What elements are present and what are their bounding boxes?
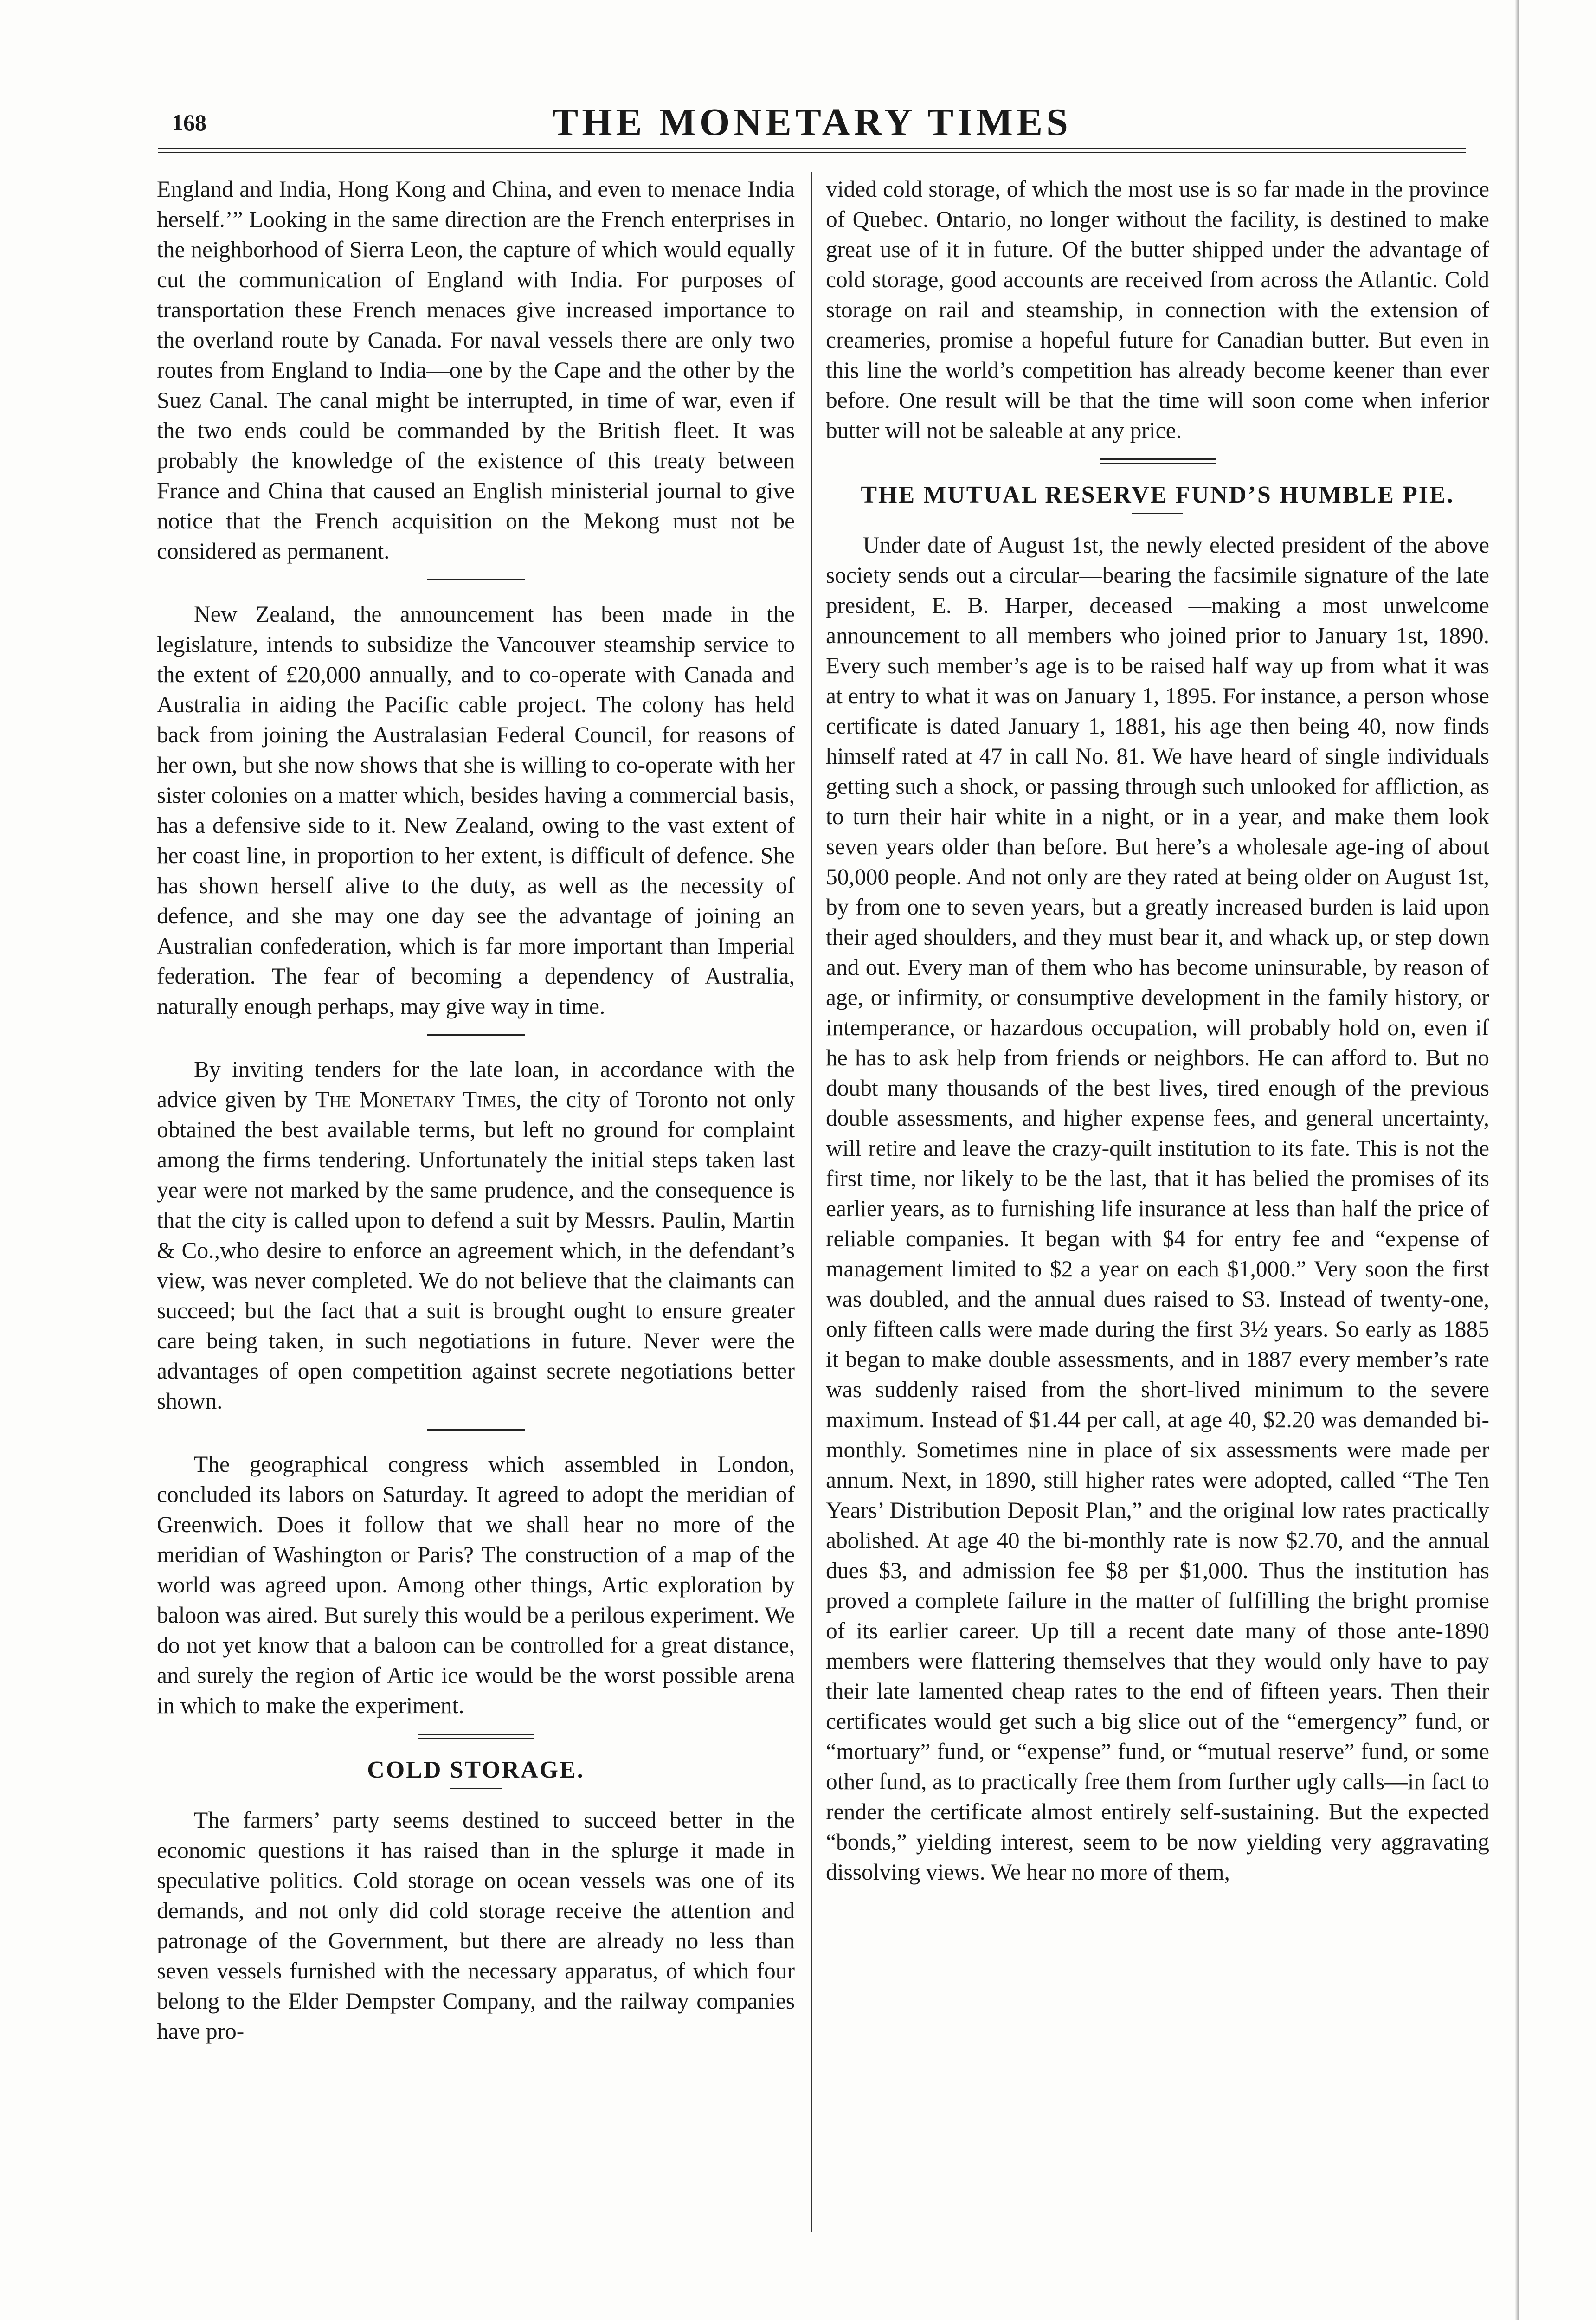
header-rule [158, 148, 1466, 153]
masthead-title: THE MONETARY TIMES [552, 101, 1072, 144]
title-underline [1132, 513, 1183, 514]
article-paragraph-cold-storage: The farmers’ party seems destined to succeed better in the economic questions it has raised than in the splurge it made in speculative politics. Cold storage on ocean vessels was one of its demands, and not only did cold storage receive the attention and patronage of the Government, but there are already no less than seven vessels furnished with the necessary apparatus, of which four belong to the Elder Dempster Company, and the railway companies have pro- [157, 1807, 795, 2044]
section-title-mutual-reserve: THE MUTUAL RESERVE FUND’S HUMBLE PIE. [861, 482, 1454, 508]
journal-name: The Monetary Times [315, 1087, 516, 1112]
article-paragraph-french-menaces: England and India, Hong Kong and China, and even to menace India herself.’” Looking in the same direction are the French enterprises in the neighborhood of Sierra Leon, the capture of which would equally cut the communication of England with India. For purposes of transportation these French menaces give increased importance to the overland route by Canada. For naval vessels there are only two routes from England to India—one by the Cape and the other by the Suez Canal. The canal might be interrupted, in time of war, even if the two ends could be commanded by the British fleet. It was probably the knowledge of the existence of this treaty between France and China that caused an English ministerial journal to give notice that the French acquisition on the Mekong must not be considered as permanent. [157, 176, 795, 564]
separator-rule [427, 579, 525, 580]
double-separator-rule [418, 1734, 534, 1739]
article-paragraph-toronto-loan [157, 1054, 795, 1416]
separator-rule [427, 1429, 525, 1431]
column-divider [811, 172, 812, 2232]
paragraph-text: , the city of Toronto not only obtained the best available terms, but left no ground for complaint among the firms tendering. Unfortunately the initial steps taken last year were not marked by the same prudence, and the consequence is that the city is called upon to defend a suit by Messrs. Paulin, Martin & Co.,who desire to enforce an agreement which, in the defendant’s view, was never completed. We do not believe that the claimants can succeed; but the fact that a suit is brought ought to ensure greater care being taken, in such negotiations in future. Never were the advantages of open competition against secrete negotiations better shown. [157, 1087, 795, 1414]
page-number: 168 [172, 110, 206, 135]
article-paragraph-new-zealand: New Zealand, the announcement has been made in the legislature, intends to subsidize the Vancouver steamship service to the extent of £20,000 annually, and to co-operate with Canada and Australia in aiding the Pacific cable project. The colony has held back from joining the Australasian Federal Council, for reasons of her own, but she now shows that she is willing to co-operate with her sister colonies on a matter which, besides having a commercial basis, has a defensive side to it. New Zealand, owing to the vast extent of her coast line, in proportion to her extent, is difficult of defence. She has shown herself alive to the duty, as well as the necessity of defence, and she may one day see the advantage of joining an Australian confederation, which is far more important than Imperial federation. The fear of becoming a dependency of Australia, naturally enough perhaps, may give way in time. [157, 601, 795, 1019]
separator-rule [427, 1034, 525, 1036]
article-paragraph-mutual-reserve: Under date of August 1st, the newly elected president of the above society sends out a circular—bearing the facsimile signature of the late president, E. B. Harper, deceased —making a most unwelcome announcement to all members who joined prior to January 1st, 1890. Every such member’s age is to be raised half way up from what it was at entry to what it was on January 1, 1895. For instance, a person whose certificate is dated January 1, 1881, his age then being 40, now finds himself rated at 47 in call No. 81. We have heard of single individuals getting such a shock, or passing through such unlooked for affliction, as to turn their hair white in a night, or in a year, and make them look seven years older than before. But here’s a wholesale age-ing of about 50,000 people. And not only are they rated at being older on August 1st, by from one to seven years, but a greatly increased burden is laid upon their aged shoulders, and they must bear it, and whack up, or step down and out. Every man of them who has become uninsurable, by reason of age, or infirmity, or consumptive development in the family history, or intemperance, or hazardous occupation, will probably hold on, even if he has to ask help from friends or neighbors. He can afford to. But no doubt many thousands of the best lives, tired enough of the previous double assessments, and higher expense fees, and general uncertainty, will retire and leave the crazy-quilt institution to its fate. This is not the first time, nor likely to be the last, that it has belied the promises of its earlier years, as to furnishing life insurance at less than half the price of reliable companies. It began with $4 for entry fee and “expense of management limited to $2 a year on each $1,000.” Very soon the first was doubled, and the annual dues raised to $3. Instead of twenty-one, only fifteen calls were made during the first 3½ years. So early as 1885 it began to make double assessments, and in 1887 every member’s rate was suddenly raised from the short-lived minimum to the severe maximum. Instead of $1.44 per call, at age 40, $2.20 was demanded bi-monthly. Sometimes nine in place of six assessments were made per annum. Next, in 1890, still higher rates were adopted, called “The Ten Years’ Distribution Deposit Plan,” and the original low rates practically abolished. At age 40 the bi-monthly rate is now $2.70, and the annual dues $3, and admission fee $8 per $1,000. Thus the institution has proved a complete failure in the matter of fulfilling the bright promise of its earlier career. Up till a recent date many of those ante-1890 members were flattering themselves that they would only have to pay their late lamented cheap rates to the end of fifteen years. Then their certificates would get such a big slice out of the “emergency” fund, or “mortuary” fund, or “expense” fund, or “mutual reserve” fund, or some other fund, as to practically free them from further ugly calls—in fact to render the certificate almost entirely self-sustaining. But the expected “bonds,” yielding interest, seem to be now yielding very aggravating dissolving views. We hear no more of them, [826, 532, 1489, 1885]
left-column [157, 174, 795, 2046]
article-paragraph-geographical-congress: The geographical congress which assembled in London, concluded its labors on Saturday. It agreed to adopt the meridian of Greenwich. Does it follow that we shall hear no more of the meridian of Washington or Paris? The construction of a map of the world was agreed upon. Among other things, Artic exploration by baloon was aired. But surely this would be a perilous experiment. We do not yet know that a baloon can be controlled for a great distance, and surely the region of Artic ice would be the worst possible arena in which to make the experiment. [157, 1451, 795, 1718]
double-separator-rule [1100, 458, 1216, 464]
page-edge-shadow [1515, 0, 1519, 2320]
section-title-cold-storage: COLD STORAGE. [367, 1757, 585, 1783]
title-underline [450, 1788, 502, 1789]
page-header [158, 100, 1466, 151]
right-column [826, 174, 1489, 1887]
paragraph-text: By inviting tenders for the late loan, in accordance with the advice given by [157, 1057, 795, 1112]
article-paragraph-cold-storage-continued: vided cold storage, of which the most use is so far made in the province of Quebec. Ontario, no longer without the facility, is destined to make great use of it in future. Of the butter shipped under the advantage of cold storage, good accounts are received from across the Atlantic. Cold storage on rail and steamship, in connection with the extension of creameries, promise a hopeful future for Canadian butter. But even in this line the world’s competition has already become keener than ever before. One result will be that the time will soon come when inferior butter will not be saleable at any price. [826, 176, 1489, 443]
